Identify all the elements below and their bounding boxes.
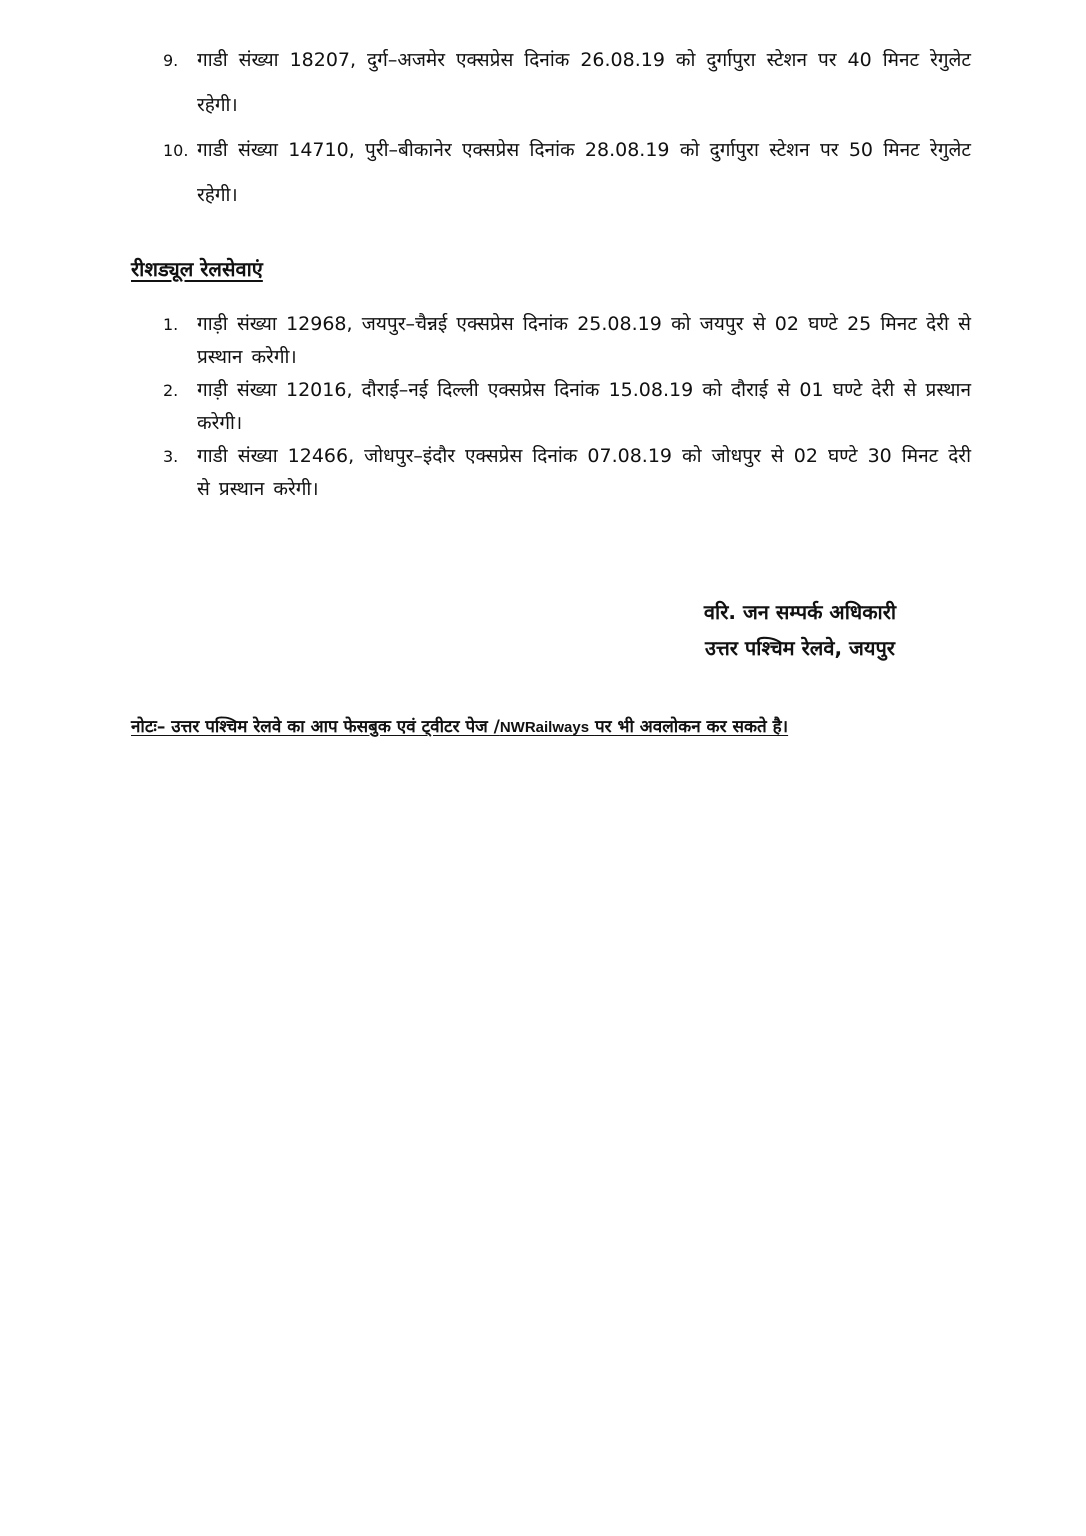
footer-note [131, 714, 788, 737]
list-item [163, 308, 971, 374]
list-item [163, 440, 971, 506]
list-item-number: 2. [163, 381, 179, 400]
note-suffix: पर भी अवलोकन कर सकते है। [594, 717, 789, 737]
signature-designation: वरि. जन सम्पर्क अधिकारी [703, 600, 897, 624]
list-item [163, 38, 971, 128]
list-item-number: 10. [163, 141, 189, 160]
list-item-number: 1. [163, 315, 179, 334]
list-item-text: गाडी संख्या 12466, जोधपुर–इंदौर एक्सप्रेस दिनांक 07.08.19 को जोधपुर से 02 घण्टे 30 मिनट देरी से प्रस्थान करेगी। [197, 445, 971, 500]
list-item-number: 9. [163, 51, 179, 70]
list-item [163, 374, 971, 440]
note-social-handle: NWRailways [499, 719, 590, 736]
rescheduled-trains-list [163, 308, 971, 506]
list-item-text: गाड़ी संख्या 12968, जयपुर–चैन्नई एक्सप्रेस दिनांक 25.08.19 को जयपुर से 02 घण्टे 25 मिनट देरी से प्रस्थान करेगी। [197, 313, 971, 368]
section-heading-reschedule: रीशड्यूल रेलसेवाएं [131, 257, 263, 281]
list-item [163, 128, 971, 218]
regulated-trains-list [163, 38, 971, 218]
note-prefix: नोटः– उत्तर पश्चिम रेलवे का आप फेसबुक एवं ट्वीटर पेज / [131, 717, 500, 737]
list-item-number: 3. [163, 447, 179, 466]
list-item-text: गाडी संख्या 14710, पुरी–बीकानेर एक्सप्रेस दिनांक 28.08.19 को दुर्गापुरा स्टेशन पर 50 मिनट रेगुलेट रहेगी। [197, 139, 971, 206]
signature-block [670, 594, 930, 666]
list-item-text: गाड़ी संख्या 12016, दौराई–नई दिल्ली एक्सप्रेस दिनांक 15.08.19 को दौराई से 01 घण्टे देरी से प्रस्थान करेगी। [197, 379, 971, 434]
list-item-text: गाडी संख्या 18207, दुर्ग–अजमेर एक्सप्रेस दिनांक 26.08.19 को दुर्गापुरा स्टेशन पर 40 मिनट रेगुलेट रहेगी। [197, 49, 971, 116]
signature-organization: उत्तर पश्चिम रेलवे, जयपुर [705, 636, 895, 660]
